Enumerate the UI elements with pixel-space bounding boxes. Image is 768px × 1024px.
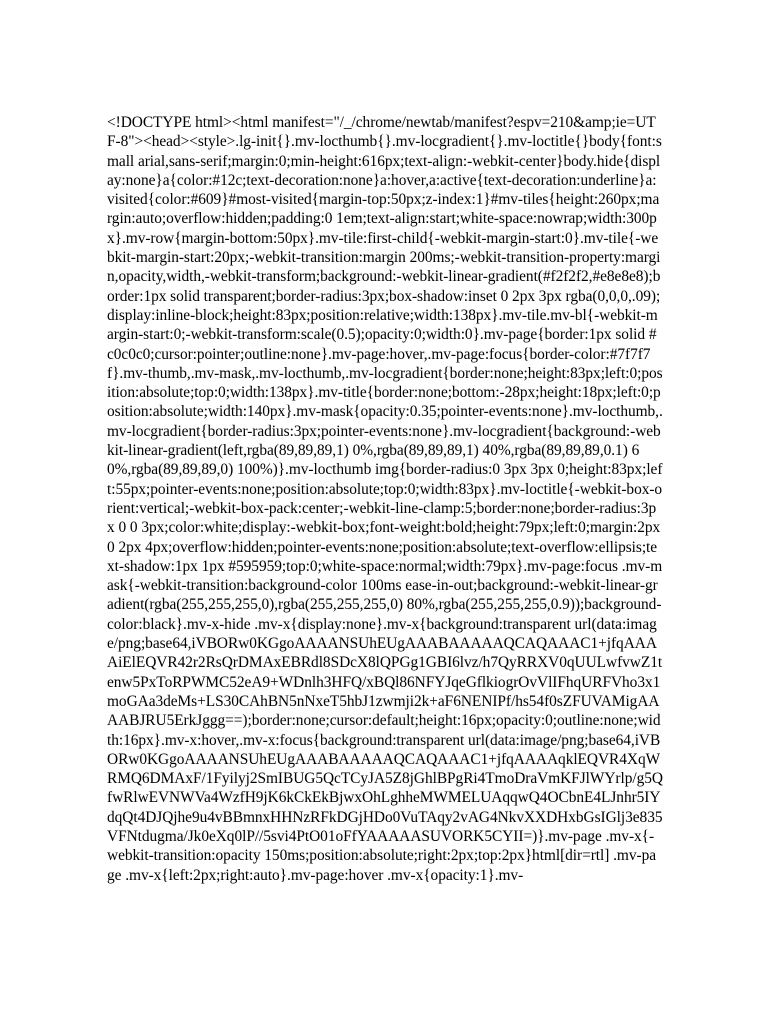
document-body-text: <!DOCTYPE html><html manifest="/_/chrome/newtab/manifest?espv=210&amp;ie=UTF-8"><head><style>.lg-init{}.mv-locthumb{}.mv-locgradient{}.mv-loctitle{}body{font:small arial,sans-serif;margin:0;min-height:616px;text-align:-webkit-center}body.hide{display:none}a{color:#12c;text-decoration:none}a:hover,a:active{text-decoration:underline}a:visited{color:#609}#most-visited{margin-top:50px;z-index:1}#mv-tiles{height:260px;margin:auto;overflow:hidden;padding:0 1em;text-align:start;white-space:nowrap;width:300px}.mv-row{margin-bottom:50px}.mv-tile:first-child{-webkit-margin-start:0}.mv-tile{-webkit-margin-start:20px;-webkit-transition:margin 200ms;-webkit-transition-property:margin,opacity,width,-webkit-transform;background:-webkit-linear-gradient(#f2f2f2,#e8e8e8);border:1px solid transparent;border-radius:3px;box-shadow:inset 0 2px 3px rgba(0,0,0,.09);display:inline-block;height:83px;position:relative;width:138px}.mv-tile.mv-bl{-webkit-margin-start:0;-webkit-transform:scale(0.5);opacity:0;width:0}.mv-page{border:1px solid #c0c0c0;cursor:pointer;outline:none}.mv-page:hover,.mv-page:focus{border-color:#7f7f7f}.mv-thumb,.mv-mask,.mv-locthumb,.mv-locgradient{border:none;height:83px;left:0;position:absolute;top:0;width:138px}.mv-title{border:none;bottom:-28px;height:18px;left:0;position:absolute;width:140px}.mv-mask{opacity:0.35;pointer-events:none}.mv-locthumb,.mv-locgradient{border-radius:3px;pointer-events:none}.mv-locgradient{background:-webkit-linear-gradient(left,rgba(89,89,89,1) 0%,rgba(89,89,89,1) 40%,rgba(89,89,89,0.1) 60%,rgba(89,89,89,0) 100%)}.mv-locthumb img{border-radius:0 3px 3px 0;height:83px;left:55px;pointer-events:none;position:absolute;top:0;width:83px}.mv-loctitle{-webkit-box-orient:vertical;-webkit-box-pack:center;-webkit-line-clamp:5;border:none;border-radius:3px 0 0 3px;color:white;display:-webkit-box;font-weight:bold;height:79px;left:0;margin:2px 0 2px 4px;overflow:hidden;pointer-events:none;position:absolute;text-overflow:ellipsis;text-shadow:1px 1px #595959;top:0;white-space:normal;width:79px}.mv-page:focus .mv-mask{-webkit-transition:background-color 100ms ease-in-out;background:-webkit-linear-gradient(rgba(255,255,255,0),rgba(255,255,255,0) 80%,rgba(255,255,255,0.9));background-color:black}.mv-x-hide .mv-x{display:none}.mv-x{background:transparent url(data:image/png;base64,iVBORw0KGgoAAAANSUhEUgAAABAAAAAQCAQAAAC1+jfqAAAAiElEQVR42r2RsQrDMAxEBRdl8SDcX8lQPGg1GBI6lvz/h7QyRRXV0qUULwfvwZ1tenw5PxToRPWMC52eA9+WDnlh3HFQ/xBQl86NFYJqeGflkiogrOvVlIFhqURFVho3x1moGAa3deMs+LS30CAhBN5nNxeT5hbJ1zwmji2k+aF6NENIPf/hs54f0sZFUVAMigAAAABJRU5ErkJggg==);border:none;cursor:default;height:16px;opacity:0;outline:none;width:16px}.mv-x:hover,.mv-x:focus{background:transparent url(data:image/png;base64,iVBORw0KGgoAAAANSUhEUgAAABAAAAAQCAQAAAC1+jfqAAAAqklEQVR4XqWRMQ6DMAxF/1Fyilyj2SmIBUG5QcTCyJA5Z8jGhlBPgRi4TmoDraVmKFJlWYrlp/g5QfwRlwEVNWVa4WzfH9jK6kCkEkBjwxOhLghheMWMELUAqqwQ4OCbnE4LJnhr5IYdqQt4DJQjhe9u4vBBmnxHHNzRFkDGjHDo0VuTAqy2vAG4NkvXXDHxbGsIGlj3e835VFNtdugma/Jk0eXq0lP//5svi4PtO01oFfYAAAAASUVORK5CYII=)}.mv-page .mv-x{-webkit-transition:opacity 150ms;position:absolute;right:2px;top:2px}html[dir=rtl] .mv-page .mv-x{left:2px;right:auto}.mv-page:hover .mv-x{opacity:1}.mv- <box>107 114 663 884</box>
